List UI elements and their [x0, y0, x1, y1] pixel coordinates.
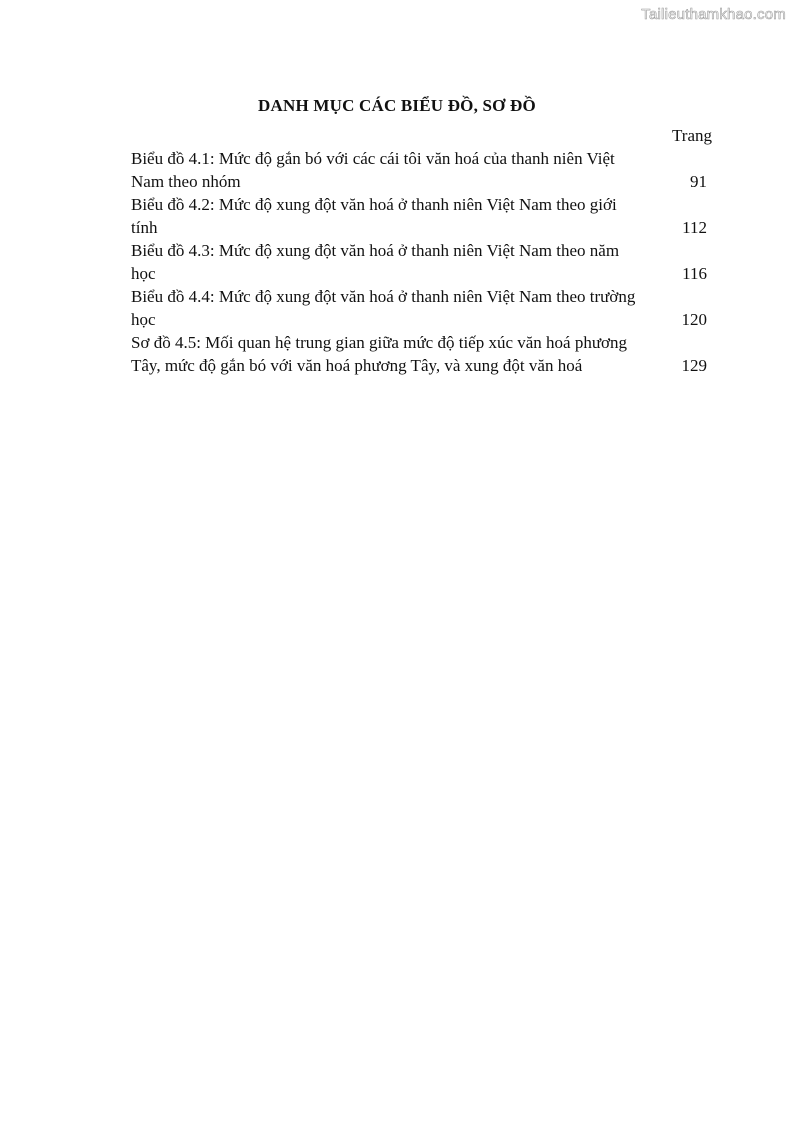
- entry-page-number: 120: [681, 310, 707, 329]
- entry-title-line: Biểu đồ 4.2: Mức độ xung đột văn hoá ở thanh niên Việt Nam theo giới: [131, 195, 617, 214]
- entry-title-line: Biểu đồ 4.1: Mức độ gắn bó với các cái tôi văn hoá của thanh niên Việt: [131, 149, 615, 168]
- list-item: [131, 331, 711, 377]
- entry-title-line: Biểu đồ 4.4: Mức độ xung đột văn hoá ở thanh niên Việt Nam theo trường: [131, 287, 636, 306]
- entry-page-number: 112: [682, 218, 707, 237]
- list-item: [131, 147, 711, 193]
- entry-page-number: 129: [681, 356, 707, 375]
- entry-title-line: Biểu đồ 4.3: Mức độ xung đột văn hoá ở thanh niên Việt Nam theo năm: [131, 241, 620, 260]
- entry-page-number: 116: [682, 264, 707, 283]
- figure-list: [131, 147, 711, 377]
- entry-title-line: học: [131, 264, 156, 283]
- entry-title-line: Tây, mức độ gắn bó với văn hoá phương Tây, và xung đột văn hoá: [131, 356, 583, 375]
- entry-page-number: 91: [690, 172, 707, 191]
- page-title: DANH MỤC CÁC BIỂU ĐỒ, SƠ ĐỒ: [258, 96, 536, 115]
- list-item: [131, 193, 711, 239]
- entry-title-line: Nam theo nhóm: [131, 172, 241, 191]
- list-item: [131, 239, 711, 285]
- page-column-header: Trang: [672, 126, 712, 145]
- watermark: Tailieuthamkhao.com: [641, 6, 786, 23]
- entry-title-line: học: [131, 310, 156, 329]
- list-item: [131, 285, 711, 331]
- entry-title-line: Sơ đồ 4.5: Mối quan hệ trung gian giữa mức độ tiếp xúc văn hoá phương: [131, 333, 628, 352]
- entry-title-line: tính: [131, 218, 158, 237]
